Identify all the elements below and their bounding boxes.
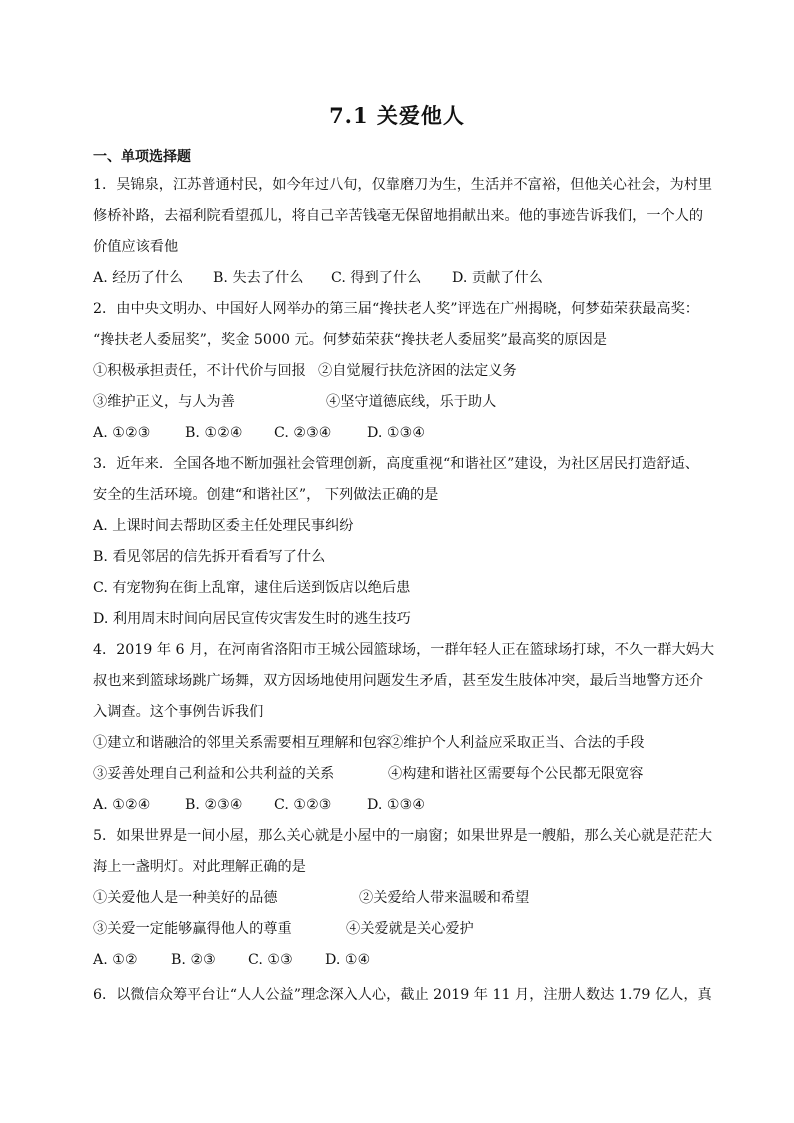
q3-line-1: 3．近年来．全国各地不断加强社会管理创新，高度重视“和谐社区”建设，为社区居民打造舒适、 (93, 456, 699, 472)
q6-line-1: 6．以微信众筹平台让“人人公益”理念深入人心，截止 2019 年 11 月，注册人数达 1.79 亿人，真 (93, 987, 712, 1003)
q4-option-b: B. ②③④ (185, 797, 243, 813)
q4-statement-2: ②维护个人利益应采取正当、合法的手段 (389, 735, 645, 751)
q5-option-c: C. ①③ (248, 952, 293, 968)
q4-option-c: C. ①②③ (274, 797, 332, 813)
q5-statement-3: ③关爱一定能够赢得他人的尊重 (93, 921, 292, 937)
q4-line-3: 入调查。这个事例告诉我们 (93, 704, 264, 720)
q5-statement-2: ②关爱给人带来温暖和希望 (359, 890, 530, 906)
q5-line-1: 5．如果世界是一间小屋，那么关心就是小屋中的一扇窗；如果世界是一艘船，那么关心就是茫茫大 (93, 828, 713, 844)
q1-line-2: 修桥补路，去福利院看望孤儿，将自己辛苦钱毫无保留地捐献出来。他的事迹告诉我们，一个人的 (93, 208, 704, 224)
q3-option-a: A. 上课时间去帮助区委主任处理民事纠纷 (93, 518, 354, 534)
q4-option-a: A. ①②④ (93, 797, 151, 813)
q3-option-d: D. 利用周末时间向居民宣传灾害发生时的逃生技巧 (93, 611, 411, 627)
q2-statement-1: ①积极承担责任，不计代价与回报 (93, 363, 306, 379)
q4-line-1: 4．2019 年 6 月，在河南省洛阳市王城公园篮球场，一群年轻人正在篮球场打球，不久一群大妈大 (93, 642, 715, 658)
q2-option-a: A. ①②③ (93, 425, 151, 441)
q4-option-d: D. ①③④ (367, 797, 426, 813)
q1-line-3: 价值应该看他 (93, 239, 179, 255)
q2-statement-2: ②自觉履行扶危济困的法定义务 (318, 363, 517, 379)
q2-statement-3: ③维护正义，与人为善 (93, 394, 235, 410)
q4-statement-4: ④构建和谐社区需要每个公民都无限宽容 (388, 766, 644, 782)
page-title: 7.1 关爱他人 (329, 103, 465, 128)
q5-option-b: B. ②③ (171, 952, 216, 968)
q5-option-a: A. ①② (93, 952, 138, 968)
q2-option-b: B. ①②④ (185, 425, 243, 441)
q2-option-d: D. ①③④ (367, 425, 426, 441)
q2-line-2: “搀扶老人委屈奖”，奖金 5000 元。何梦茹荣获“搀扶老人委屈奖”最高奖的原因是 (93, 332, 607, 348)
section-heading: 一、单项选择题 (93, 149, 191, 165)
q1-option-b: B. 失去了什么 (213, 270, 304, 286)
q4-statement-1: ①建立和谐融洽的邻里关系需要相互理解和包容 (93, 735, 391, 751)
q5-statement-4: ④关爱就是关心爱护 (346, 921, 474, 937)
q5-option-d: D. ①④ (325, 952, 371, 968)
q2-option-c: C. ②③④ (274, 425, 332, 441)
q3-line-2: 安全的生活环境。创建“和谐社区”， 下列做法正确的是 (93, 487, 439, 503)
q1-line-1: 1．吴锦泉，江苏普通村民，如今年过八旬，仅靠磨刀为生，生活并不富裕，但他关心社会，为村里 (93, 177, 713, 193)
q5-statement-1: ①关爱他人是一种美好的品德 (93, 890, 278, 906)
q1-option-a: A. 经历了什么 (93, 270, 184, 286)
q4-statement-3: ③妥善处理自己利益和公共利益的关系 (93, 766, 335, 782)
q1-option-d: D. 贡献了什么 (452, 270, 543, 286)
q2-statement-4: ④坚守道德底线，乐于助人 (326, 394, 497, 410)
q5-line-2: 海上一盏明灯。对此理解正确的是 (93, 859, 306, 875)
q3-option-c: C. 有宠物狗在街上乱窜，逮住后送到饭店以绝后患 (93, 580, 411, 596)
q1-option-c: C. 得到了什么 (331, 270, 422, 286)
q3-option-b: B. 看见邻居的信先拆开看看写了什么 (93, 549, 326, 565)
q2-line-1: 2．由中央文明办、中国好人网举办的第三届“搀扶老人奖”评选在广州揭晓，何梦茹荣获最高奖： (93, 301, 699, 317)
q4-line-2: 叔也来到篮球场跳广场舞，双方因场地使用问题发生矛盾，甚至发生肢体冲突，最后当地警方还介 (93, 673, 704, 689)
